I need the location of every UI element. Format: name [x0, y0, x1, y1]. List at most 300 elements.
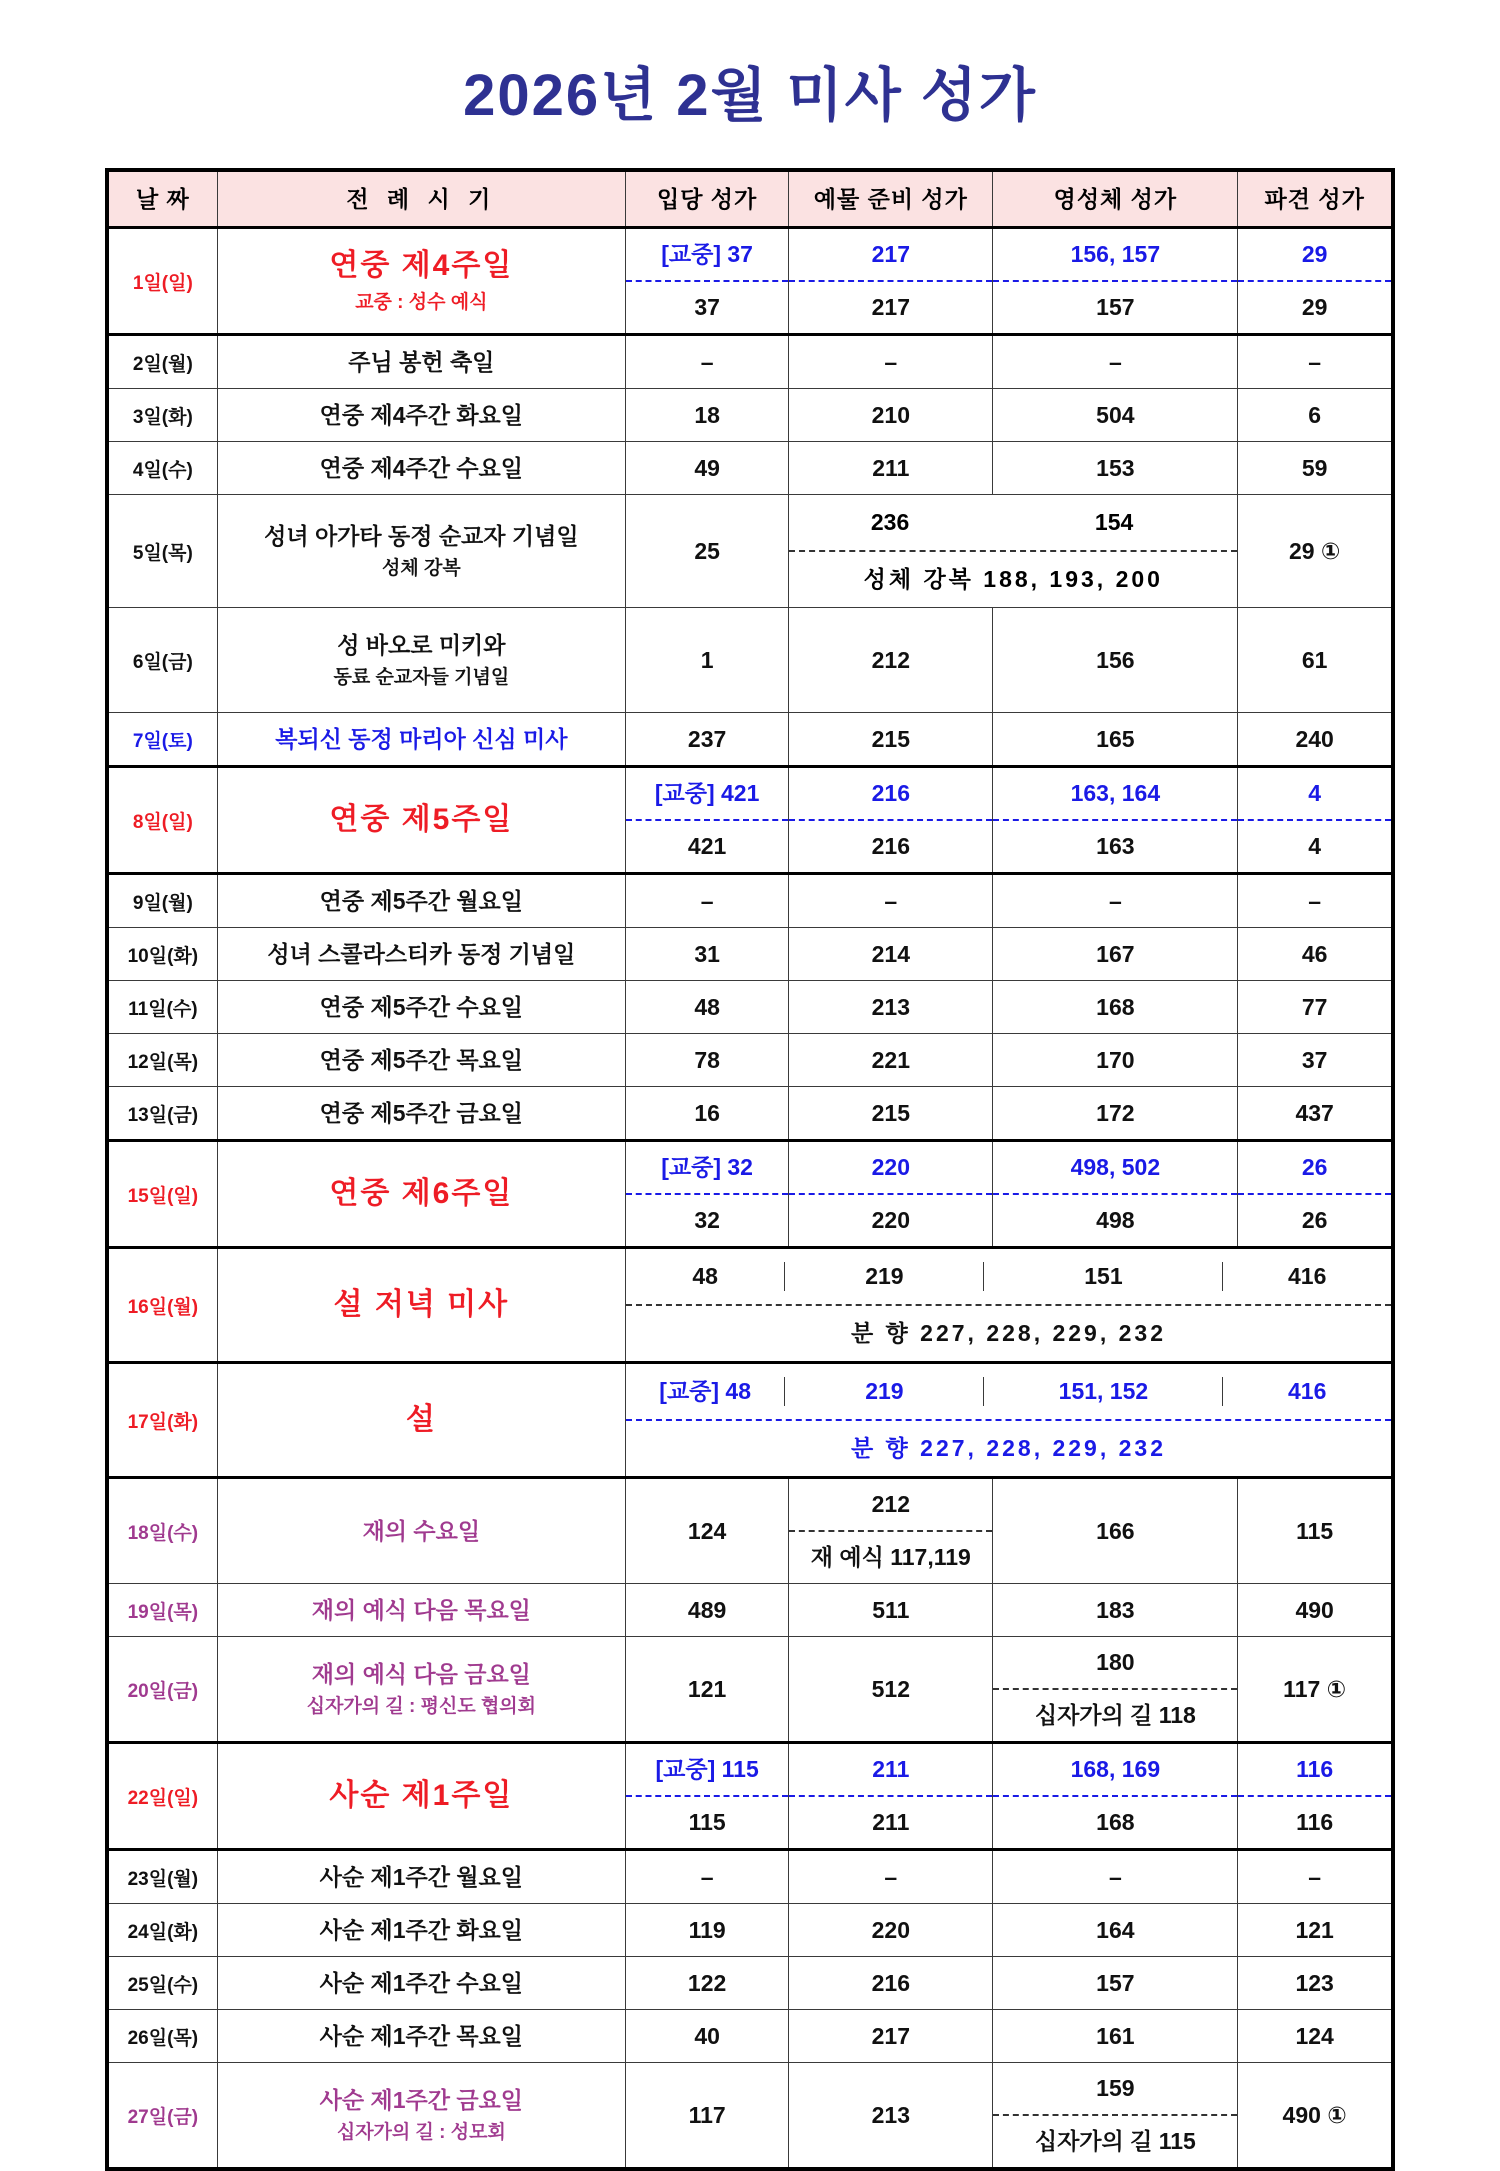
- cell-communion-top: 498, 502: [1070, 1154, 1161, 1181]
- cell-date: [107, 981, 217, 1034]
- cell-communion-value: 156: [1096, 646, 1135, 673]
- date-label: 16일(월): [127, 1296, 199, 1318]
- cell-date: [107, 608, 217, 713]
- cell-offertory: [789, 1904, 993, 1957]
- cell-date: [107, 335, 217, 389]
- cell-entrance-value: –: [700, 887, 714, 914]
- cell-dismissal: [1238, 928, 1393, 981]
- cell-season: [217, 1904, 625, 1957]
- date-label: 17일(화): [127, 1411, 199, 1433]
- season-title: 연중 제5주간 월요일: [319, 887, 523, 914]
- cell-season: [217, 928, 625, 981]
- date-label: 15일(일): [127, 1185, 199, 1207]
- cell-offertory-top: 211: [872, 1756, 910, 1783]
- cell-communion: [993, 1637, 1238, 1743]
- date-label: 1일(일): [132, 272, 193, 294]
- season-title: 성녀 아가타 동정 순교자 기념일: [264, 522, 579, 549]
- cell-communion-value: 166: [1096, 1517, 1135, 1544]
- cell-dismissal-top: 416: [1288, 1378, 1327, 1405]
- cell-dismissal: [1238, 1957, 1393, 2010]
- season-title: 성녀 스콜라스티카 동정 기념일: [267, 940, 576, 967]
- date-label: 25일(수): [127, 1974, 199, 1996]
- cell-season: [217, 1248, 625, 1363]
- cell-offertory-value: 217: [871, 2022, 911, 2049]
- cell-offertory-value: –: [884, 348, 898, 375]
- cell-dismissal: [1238, 1850, 1393, 1904]
- cell-date: [107, 713, 217, 767]
- season-note: 십자가의 길 : 평신도 협의회: [306, 1695, 537, 1717]
- cell-dismissal-top: 116: [1296, 1756, 1334, 1783]
- cell-communion: [993, 389, 1238, 442]
- date-label: 24일(화): [127, 1921, 199, 1943]
- cell-entrance: [625, 1850, 788, 1904]
- cell-season: [217, 442, 625, 495]
- season-title: 사순 제1주간 수요일: [319, 1969, 523, 1996]
- season-title: 설 저녁 미사: [333, 1288, 510, 1322]
- cell-communion: [993, 1743, 1238, 1850]
- cell-offertory-value: 512: [871, 1675, 911, 1702]
- cell-dismissal-top: 416: [1288, 1263, 1327, 1290]
- date-label: 8일(일): [132, 811, 193, 833]
- cell-communion-value: 183: [1096, 1596, 1135, 1623]
- cell-offertory: [789, 608, 993, 713]
- date-label: 11일(수): [128, 998, 198, 1020]
- hymn-schedule-table: [105, 168, 1395, 2171]
- cell-offertory-value: 213: [871, 2101, 911, 2128]
- cell-communion-bottom: 157: [1096, 294, 1135, 321]
- date-label: 9일(월): [132, 892, 193, 914]
- cell-communion-value: 164: [1096, 1916, 1135, 1943]
- cell-date: [107, 1957, 217, 2010]
- table-row: [107, 1141, 1393, 1248]
- cell-dismissal-value: 115: [1296, 1517, 1334, 1544]
- table-row: [107, 1904, 1393, 1957]
- cell-date: [107, 1743, 217, 1850]
- cell-entrance-value: 40: [694, 2022, 720, 2049]
- cell-offertory: [789, 389, 993, 442]
- cell-entrance-value: 25: [694, 537, 720, 564]
- cell-communion-value: 157: [1096, 1969, 1135, 1996]
- table-row: [107, 1363, 1393, 1478]
- cell-date: [107, 442, 217, 495]
- merged-lower-note: 분 향 227, 228, 229, 232: [850, 1320, 1167, 1347]
- season-title: 사순 제1주간 금요일: [319, 2086, 523, 2113]
- cell-offertory: [789, 335, 993, 389]
- table-row: [107, 1034, 1393, 1087]
- cell-entrance: [625, 1637, 788, 1743]
- cell-communion-top: 168, 169: [1070, 1756, 1161, 1783]
- merged-lower-note: 분 향 227, 228, 229, 232: [850, 1435, 1167, 1462]
- cell-season: [217, 608, 625, 713]
- cell-entrance-top: [교중] 37: [661, 241, 753, 268]
- cell-communion-bottom: 십자가의 길 115: [1034, 2128, 1196, 2155]
- cell-season: [217, 1141, 625, 1248]
- cell-entrance: [625, 389, 788, 442]
- cell-entrance: [625, 713, 788, 767]
- cell-communion-bottom: 168: [1096, 1809, 1135, 1836]
- hymn-table-container: [105, 168, 1395, 2171]
- column-header-communion: 영성체 성가: [993, 170, 1238, 228]
- cell-offertory-value: 210: [871, 401, 911, 428]
- cell-season: [217, 1850, 625, 1904]
- date-label: 13일(금): [127, 1104, 199, 1126]
- season-title: 사순 제1주간 목요일: [319, 2022, 523, 2049]
- cell-entrance: [625, 335, 788, 389]
- cell-communion: [993, 228, 1238, 335]
- cell-dismissal: [1238, 2010, 1393, 2063]
- cell-entrance-value: 122: [687, 1969, 727, 1996]
- date-label: 10일(화): [127, 945, 199, 967]
- cell-date: [107, 2010, 217, 2063]
- cell-entrance: [625, 495, 788, 608]
- cell-season: [217, 335, 625, 389]
- season-title: 연중 제4주일: [329, 249, 514, 283]
- cell-entrance-top: [교중] 115: [655, 1756, 759, 1783]
- cell-season: [217, 767, 625, 874]
- cell-offertory-value: 215: [871, 1099, 911, 1126]
- cell-entrance: [625, 1743, 788, 1850]
- cell-season: [217, 1087, 625, 1141]
- table-row: [107, 767, 1393, 874]
- cell-season: [217, 1957, 625, 2010]
- cell-offertory: [789, 874, 993, 928]
- cell-offertory-bottom: 216: [871, 833, 911, 860]
- cell-dismissal-top: 26: [1301, 1154, 1328, 1181]
- cell-entrance-top: [교중] 421: [654, 780, 760, 807]
- cell-date: [107, 495, 217, 608]
- cell-entrance: [625, 767, 788, 874]
- cell-entrance-value: 78: [694, 1046, 720, 1073]
- cell-date: [107, 228, 217, 335]
- cell-dismissal-value: 240: [1295, 725, 1334, 752]
- column-header-entrance: 입당 성가: [625, 170, 788, 228]
- cell-dismissal: [1238, 874, 1393, 928]
- cell-entrance: [625, 442, 788, 495]
- date-label: 12일(목): [127, 1051, 199, 1073]
- cell-date: [107, 1584, 217, 1637]
- cell-offertory: [789, 1034, 993, 1087]
- cell-entrance-value: 237: [687, 725, 727, 752]
- date-label: 4일(수): [132, 459, 193, 481]
- cell-communion-value: 161: [1096, 2022, 1135, 2049]
- cell-offertory-value: 215: [871, 725, 911, 752]
- cell-offertory-top: 220: [871, 1154, 911, 1181]
- table-row: [107, 1584, 1393, 1637]
- cell-dismissal: [1238, 1478, 1393, 1584]
- column-header-offertory: 예물 준비 성가: [789, 170, 993, 228]
- cell-dismissal-value: 29 ①: [1288, 537, 1341, 564]
- season-title: 연중 제4주간 수요일: [319, 454, 523, 481]
- cell-entrance-bottom: 421: [687, 833, 727, 860]
- table-header: [107, 170, 1393, 228]
- season-title: 복되신 동정 마리아 신심 미사: [275, 725, 568, 752]
- cell-entrance-value: 124: [687, 1517, 727, 1544]
- season-title: 연중 제5주일: [329, 803, 514, 837]
- season-title: 재의 예식 다음 금요일: [311, 1660, 531, 1687]
- season-note: 성체 강복: [381, 557, 461, 579]
- date-label: 5일(목): [132, 542, 193, 564]
- cell-entrance: [625, 1904, 788, 1957]
- cell-offertory: [789, 1584, 993, 1637]
- cell-date: [107, 1034, 217, 1087]
- cell-communion: [993, 981, 1238, 1034]
- cell-offertory-value: 211: [872, 454, 910, 481]
- cell-hymns-merged: [625, 1363, 1393, 1478]
- cell-communion-value: 168: [1096, 993, 1135, 1020]
- cell-season: [217, 1478, 625, 1584]
- cell-dismissal-value: 437: [1295, 1099, 1334, 1126]
- season-note: 동료 순교자들 기념일: [333, 666, 510, 688]
- cell-dismissal: [1238, 1141, 1393, 1248]
- table-row: [107, 608, 1393, 713]
- table-row: [107, 928, 1393, 981]
- cell-date: [107, 2063, 217, 2170]
- cell-dismissal: [1238, 389, 1393, 442]
- cell-date: [107, 1850, 217, 1904]
- cell-season: [217, 228, 625, 335]
- season-title: 설: [405, 1403, 437, 1437]
- cell-communion: [993, 2010, 1238, 2063]
- cell-communion-value: 167: [1096, 940, 1135, 967]
- cell-date: [107, 1478, 217, 1584]
- cell-date: [107, 767, 217, 874]
- cell-season: [217, 389, 625, 442]
- cell-entrance-value: –: [700, 1863, 714, 1890]
- date-label: 23일(월): [127, 1868, 199, 1890]
- cell-entrance-value: 119: [688, 1916, 726, 1943]
- column-header-date: 날 짜: [107, 170, 217, 228]
- cell-dismissal-value: 124: [1295, 2022, 1334, 2049]
- cell-entrance: [625, 2063, 788, 2170]
- cell-dismissal-value: –: [1308, 887, 1322, 914]
- cell-dismissal-value: 59: [1301, 454, 1328, 481]
- cell-offertory-top: 219: [785, 1377, 984, 1406]
- cell-offertory: [789, 767, 993, 874]
- cell-communion: [993, 1087, 1238, 1141]
- cell-offertory: [789, 1478, 993, 1584]
- cell-entrance: [625, 874, 788, 928]
- cell-communion: [993, 1584, 1238, 1637]
- cell-offertory-top: 236: [870, 509, 910, 536]
- cell-season: [217, 1743, 625, 1850]
- table-body: [107, 228, 1393, 2170]
- cell-offertory-value: –: [884, 887, 898, 914]
- cell-dismissal-value: 77: [1301, 993, 1328, 1020]
- cell-communion-bottom: 498: [1096, 1207, 1135, 1234]
- cell-communion: [993, 442, 1238, 495]
- cell-offertory-communion-merged: [789, 495, 1238, 608]
- table-row: [107, 1957, 1393, 2010]
- cell-season: [217, 874, 625, 928]
- cell-dismissal: [1238, 335, 1393, 389]
- date-label: 22일(일): [127, 1787, 199, 1809]
- cell-communion-bottom: 163: [1096, 833, 1135, 860]
- cell-offertory-value: 221: [871, 1046, 911, 1073]
- cell-entrance: [625, 2010, 788, 2063]
- cell-offertory-value: 511: [872, 1596, 910, 1623]
- table-row: [107, 495, 1393, 608]
- cell-communion-top: 151, 152: [984, 1377, 1223, 1406]
- cell-season: [217, 981, 625, 1034]
- table-row: [107, 1478, 1393, 1584]
- table-row: [107, 1248, 1393, 1363]
- cell-dismissal: [1238, 442, 1393, 495]
- cell-dismissal-top: 29: [1301, 241, 1328, 268]
- cell-dismissal-value: 6: [1308, 401, 1322, 428]
- cell-entrance-value: 121: [687, 1675, 727, 1702]
- cell-offertory: [789, 2010, 993, 2063]
- cell-entrance: [625, 981, 788, 1034]
- date-label: 27일(금): [127, 2106, 199, 2128]
- date-label: 18일(수): [127, 1522, 199, 1544]
- cell-date: [107, 1141, 217, 1248]
- cell-dismissal-value: –: [1308, 348, 1322, 375]
- cell-dismissal-bottom: 26: [1301, 1207, 1328, 1234]
- cell-dismissal: [1238, 767, 1393, 874]
- cell-entrance-value: 1: [700, 646, 714, 673]
- cell-offertory-top: 212: [871, 1491, 911, 1518]
- column-header-season: 전 례 시 기: [217, 170, 625, 228]
- season-title: 재의 예식 다음 목요일: [311, 1596, 531, 1623]
- cell-entrance-value: 117: [688, 2101, 726, 2128]
- cell-dismissal-bottom: 116: [1296, 1809, 1334, 1836]
- date-label: 7일(토): [132, 730, 193, 752]
- table-row: [107, 335, 1393, 389]
- cell-communion-value: 153: [1096, 454, 1135, 481]
- season-title: 연중 제4주간 화요일: [319, 401, 523, 428]
- cell-entrance-value: 489: [687, 1596, 727, 1623]
- cell-offertory-top: 216: [871, 780, 911, 807]
- cell-entrance: [625, 228, 788, 335]
- cell-season: [217, 1034, 625, 1087]
- column-header-dismissal: 파견 성가: [1238, 170, 1393, 228]
- cell-entrance: [625, 1957, 788, 2010]
- date-label: 3일(화): [132, 406, 193, 428]
- cell-dismissal-value: –: [1308, 1863, 1322, 1890]
- cell-offertory: [789, 1743, 993, 1850]
- cell-offertory: [789, 1141, 993, 1248]
- cell-communion-value: 165: [1096, 725, 1135, 752]
- cell-offertory-value: 220: [871, 1916, 911, 1943]
- date-label: 20일(금): [127, 1680, 199, 1702]
- cell-offertory-bottom: 재 예식 117,119: [810, 1544, 971, 1571]
- cell-communion: [993, 335, 1238, 389]
- cell-offertory: [789, 228, 993, 335]
- season-title: 사순 제1주일: [329, 1779, 514, 1813]
- table-row: [107, 228, 1393, 335]
- cell-dismissal-bottom: 29: [1301, 294, 1328, 321]
- cell-communion-value: 172: [1096, 1099, 1135, 1126]
- cell-date: [107, 1248, 217, 1363]
- cell-dismissal: [1238, 495, 1393, 608]
- cell-entrance-value: 48: [694, 993, 720, 1020]
- cell-entrance-top: [교중] 32: [661, 1154, 753, 1181]
- cell-offertory-bottom: 211: [872, 1809, 910, 1836]
- cell-communion-top: 156, 157: [1070, 241, 1161, 268]
- cell-entrance: [625, 1034, 788, 1087]
- cell-entrance-bottom: 115: [688, 1809, 726, 1836]
- cell-communion-top: 151: [984, 1262, 1223, 1291]
- cell-communion: [993, 1034, 1238, 1087]
- cell-dismissal: [1238, 1087, 1393, 1141]
- cell-offertory: [789, 1957, 993, 2010]
- table-row: [107, 2063, 1393, 2170]
- season-note: 교중 : 성수 예식: [355, 291, 488, 313]
- cell-communion: [993, 608, 1238, 713]
- cell-date: [107, 874, 217, 928]
- table-row: [107, 1850, 1393, 1904]
- date-label: 19일(목): [127, 1601, 199, 1623]
- cell-offertory-value: 214: [871, 940, 911, 967]
- cell-entrance-value: 49: [694, 454, 720, 481]
- cell-dismissal-value: 490 ①: [1282, 2101, 1347, 2128]
- cell-dismissal: [1238, 1637, 1393, 1743]
- merged-lower-note: 성체 강복 188, 193, 200: [863, 566, 1163, 593]
- table-row: [107, 874, 1393, 928]
- cell-dismissal-top: 4: [1308, 780, 1322, 807]
- cell-entrance: [625, 928, 788, 981]
- cell-communion-value: 170: [1096, 1046, 1135, 1073]
- cell-dismissal: [1238, 608, 1393, 713]
- cell-offertory-value: 213: [871, 993, 911, 1020]
- cell-offertory-bottom: 220: [871, 1207, 911, 1234]
- cell-entrance: [625, 1584, 788, 1637]
- table-row: [107, 1087, 1393, 1141]
- cell-communion-top: 163, 164: [1070, 780, 1161, 807]
- cell-entrance-top: 48: [626, 1262, 785, 1291]
- cell-communion-value: –: [1108, 1863, 1122, 1890]
- cell-dismissal: [1238, 1584, 1393, 1637]
- cell-offertory: [789, 1637, 993, 1743]
- cell-dismissal: [1238, 1904, 1393, 1957]
- cell-dismissal-value: 123: [1295, 1969, 1334, 1996]
- cell-dismissal: [1238, 1743, 1393, 1850]
- cell-communion-bottom: 십자가의 길 118: [1034, 1702, 1196, 1729]
- season-title: 연중 제5주간 목요일: [319, 1046, 523, 1073]
- table-row: [107, 713, 1393, 767]
- cell-entrance: [625, 608, 788, 713]
- cell-communion-value: –: [1108, 348, 1122, 375]
- table-row: [107, 2010, 1393, 2063]
- cell-communion-value: 504: [1096, 401, 1135, 428]
- cell-entrance: [625, 1087, 788, 1141]
- cell-communion: [993, 1478, 1238, 1584]
- cell-dismissal: [1238, 981, 1393, 1034]
- cell-entrance-top: [교중] 48: [626, 1377, 785, 1406]
- cell-offertory: [789, 1850, 993, 1904]
- table-row: [107, 389, 1393, 442]
- cell-date: [107, 1087, 217, 1141]
- cell-dismissal-value: 117 ①: [1283, 1675, 1347, 1702]
- season-title: 주님 봉헌 축일: [348, 348, 495, 375]
- cell-offertory: [789, 713, 993, 767]
- season-title: 사순 제1주간 화요일: [319, 1916, 523, 1943]
- cell-offertory-top: 217: [871, 241, 911, 268]
- cell-communion: [993, 1904, 1238, 1957]
- cell-hymns-merged: [625, 1248, 1393, 1363]
- cell-date: [107, 1363, 217, 1478]
- cell-dismissal-bottom: 4: [1308, 833, 1322, 860]
- season-title: 연중 제5주간 금요일: [319, 1099, 523, 1126]
- cell-season: [217, 1584, 625, 1637]
- cell-dismissal: [1238, 228, 1393, 335]
- cell-communion: [993, 1957, 1238, 2010]
- cell-entrance: [625, 1478, 788, 1584]
- cell-offertory: [789, 442, 993, 495]
- date-label: 26일(목): [127, 2027, 199, 2049]
- cell-season: [217, 2063, 625, 2170]
- cell-dismissal-value: 121: [1295, 1916, 1334, 1943]
